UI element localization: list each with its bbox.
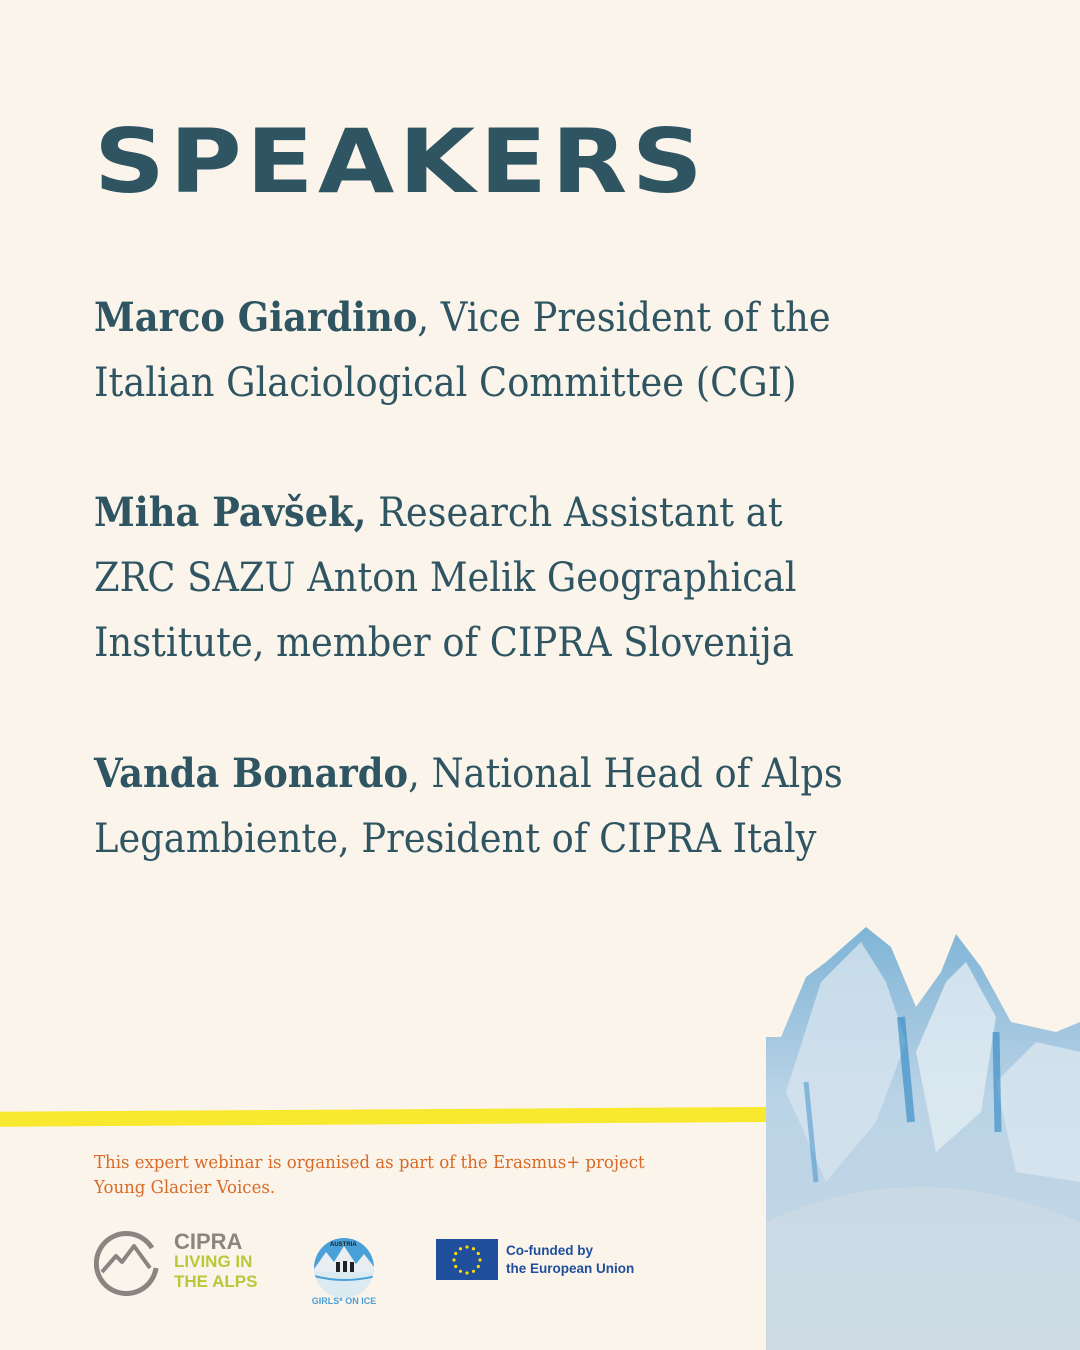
svg-text:AUSTRIA: AUSTRIA: [330, 1242, 357, 1248]
speaker-role: Vice President of the: [440, 295, 831, 341]
project-note: This expert webinar is organised as part of the Erasmus+ project Young Glacier Voices.: [94, 1152, 645, 1198]
speaker-name: Vanda Bonardo: [94, 750, 409, 797]
speaker-role: Legambiente, President of CIPRA Italy: [94, 816, 817, 862]
speaker-role: Institute, member of CIPRA Slovenija: [94, 620, 794, 666]
girls-on-ice-badge-icon: [306, 1232, 382, 1308]
mountain-circle-icon: [94, 1228, 162, 1296]
speaker-role: Italian Glaciological Committee (CGI): [94, 360, 797, 406]
speaker-role: National Head of Alps: [431, 751, 843, 797]
speaker-name: Marco Giardino: [94, 294, 418, 341]
accent-divider: [0, 1107, 768, 1127]
speaker-role: ZRC SAZU Anton Melik Geographical: [94, 555, 797, 601]
speaker-role: Research Assistant at: [378, 490, 783, 536]
speaker-3: Vanda Bonardo, National Head of Alps Legambiente, President of CIPRA Italy: [94, 750, 843, 862]
svg-text:GIRLS* ON ICE: GIRLS* ON ICE: [311, 1296, 377, 1306]
eu-flag-icon: [436, 1239, 498, 1280]
speaker-2: [94, 480, 922, 676]
glacier-image: [766, 922, 1080, 1350]
speaker-1: Marco Giardino, Vice President of the Italian Glaciological Committee (CGI): [94, 294, 831, 406]
cipra-logo: CIPRA LIVING IN THE ALPS: [94, 1228, 257, 1296]
girls-on-ice-logo: [306, 1232, 382, 1312]
page-title: SPEAKERS: [94, 110, 708, 213]
eu-cofunded-logo: Co-funded by the European Union: [436, 1239, 634, 1280]
speaker-name: Miha Pavšek,: [94, 489, 367, 536]
